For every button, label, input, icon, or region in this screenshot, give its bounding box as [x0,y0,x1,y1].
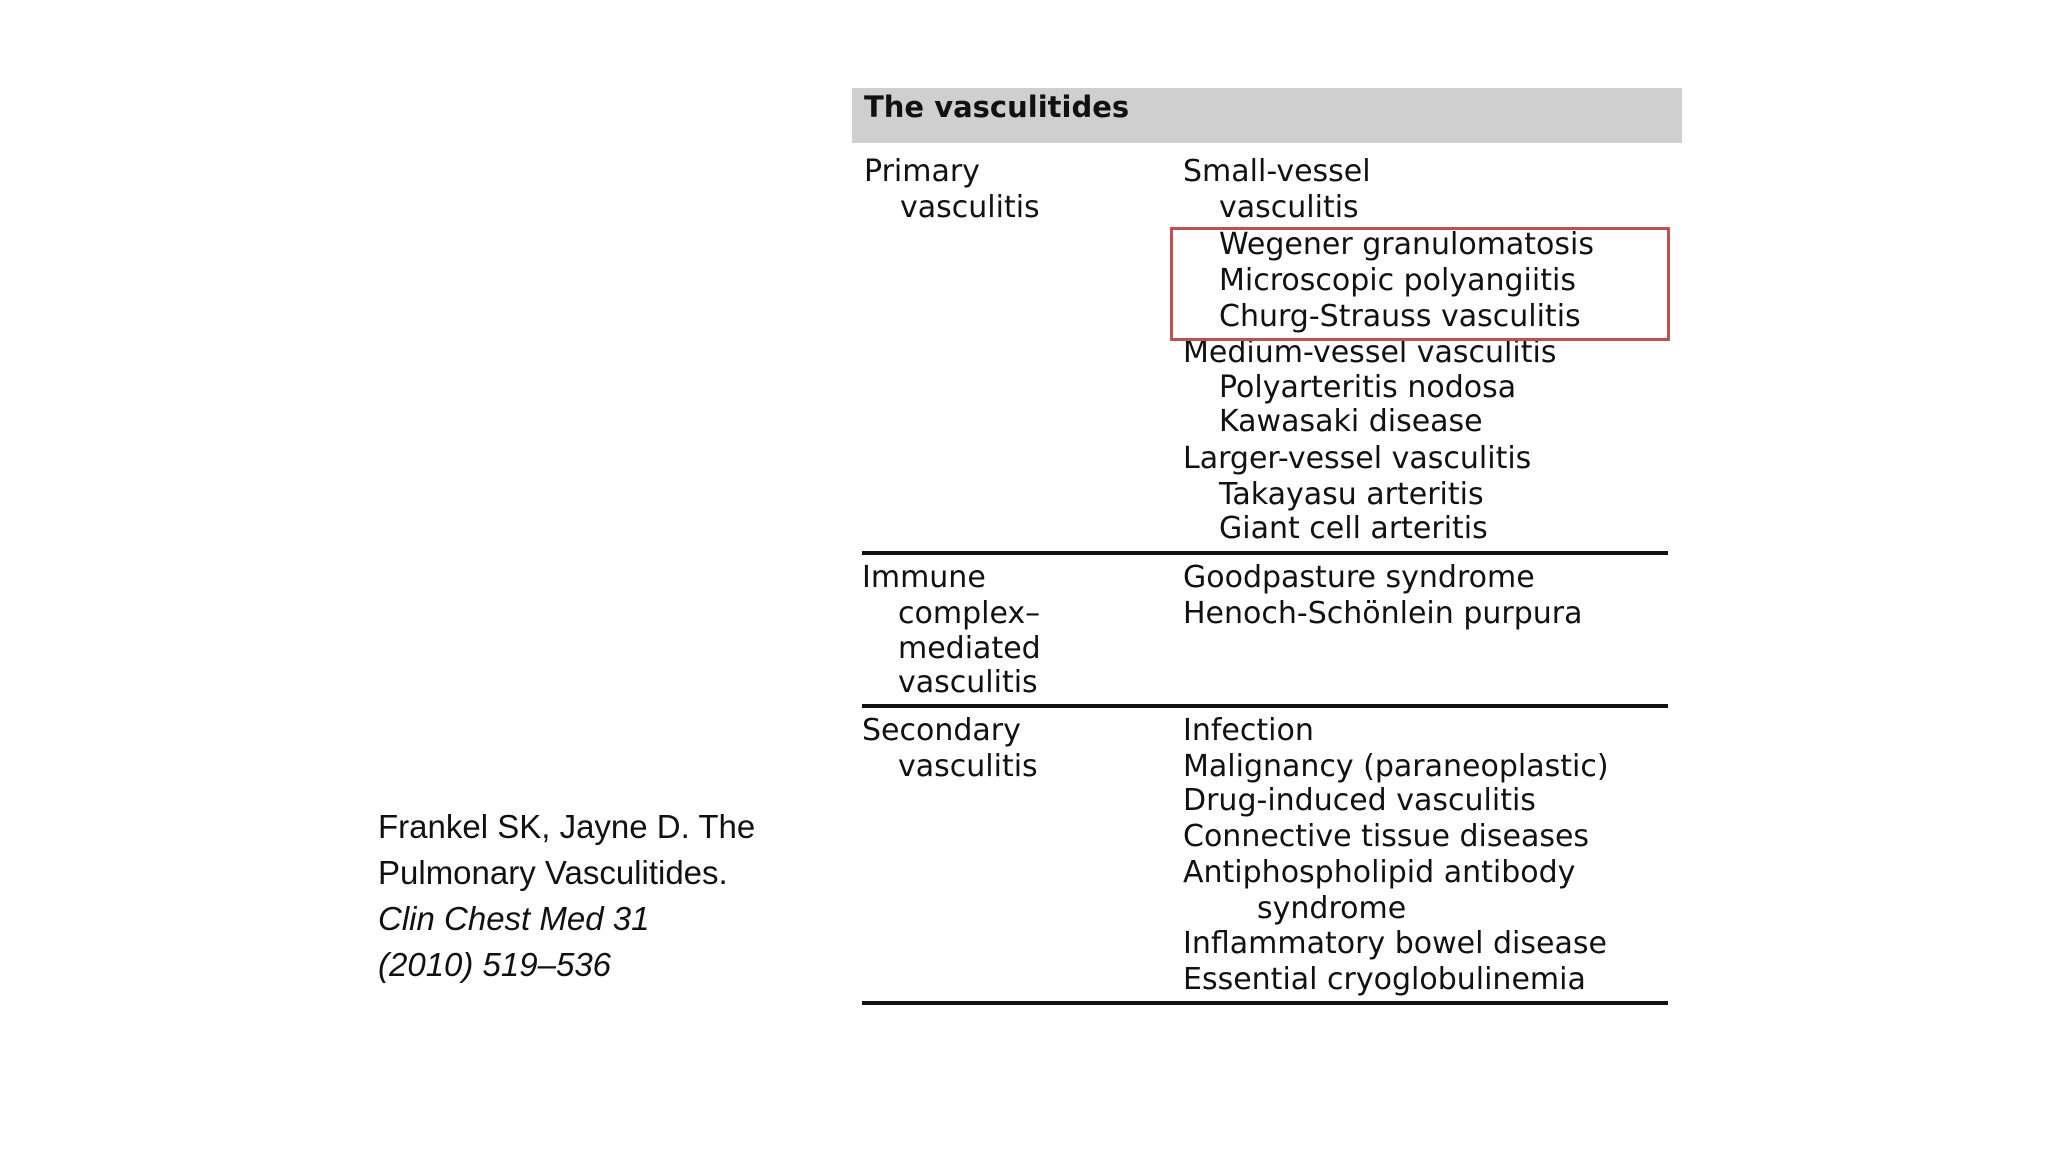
item-larger-vessel: Larger-vessel vasculitis [1183,441,1532,476]
category-secondary: Secondary [862,713,1021,748]
category-secondary-cont: vasculitis [898,749,1038,784]
citation [378,804,778,988]
item-antiphospholipid-cont: syndrome [1257,891,1407,926]
citation-journal: Clin Chest Med 31 [378,900,650,937]
item-kawasaki: Kawasaki disease [1219,404,1483,439]
item-churg-strauss: Churg-Strauss vasculitis [1219,299,1581,334]
item-microscopic-polyangiitis: Microscopic polyangiitis [1219,263,1576,298]
category-immune: Immune [862,560,986,595]
item-cryoglobulinemia: Essential cryoglobulinemia [1183,962,1586,997]
item-connective-tissue: Connective tissue diseases [1183,819,1590,854]
item-giant-cell: Giant cell arteritis [1219,511,1488,546]
category-immune-cont-1: complex– [898,596,1041,631]
row-divider [862,551,1668,555]
item-small-vessel: Small-vessel [1183,154,1371,189]
table-title: The vasculitides [864,90,1130,124]
item-henoch-schonlein: Henoch-Schönlein purpura [1183,596,1583,631]
item-infection: Infection [1183,713,1314,748]
citation-title: Pulmonary Vasculitides. [378,854,728,891]
item-drug-induced: Drug-induced vasculitis [1183,783,1536,818]
table-bottom-rule [862,1001,1668,1005]
item-small-vessel-cont: vasculitis [1219,190,1359,225]
citation-authors: Frankel SK, Jayne D. The [378,808,756,845]
table-header [852,88,1682,143]
citation-pages: (2010) 519–536 [378,946,612,983]
vasculitides-table [852,88,1682,1008]
item-medium-vessel: Medium-vessel vasculitis [1183,335,1557,370]
item-polyarteritis-nodosa: Polyarteritis nodosa [1219,370,1517,405]
category-primary: Primary [864,154,980,189]
item-antiphospholipid: Antiphospholipid antibody [1183,855,1576,890]
category-immune-cont-3: vasculitis [898,665,1038,700]
item-inflammatory-bowel: Inflammatory bowel disease [1183,926,1607,961]
category-primary-cont: vasculitis [900,190,1040,225]
item-goodpasture: Goodpasture syndrome [1183,560,1535,595]
item-malignancy: Malignancy (paraneoplastic) [1183,749,1609,784]
item-takayasu: Takayasu arteritis [1219,477,1484,512]
small-vessel-highlight-box [1170,227,1670,341]
row-divider [862,704,1668,708]
item-wegener: Wegener granulomatosis [1219,227,1594,262]
category-immune-cont-2: mediated [898,631,1041,666]
